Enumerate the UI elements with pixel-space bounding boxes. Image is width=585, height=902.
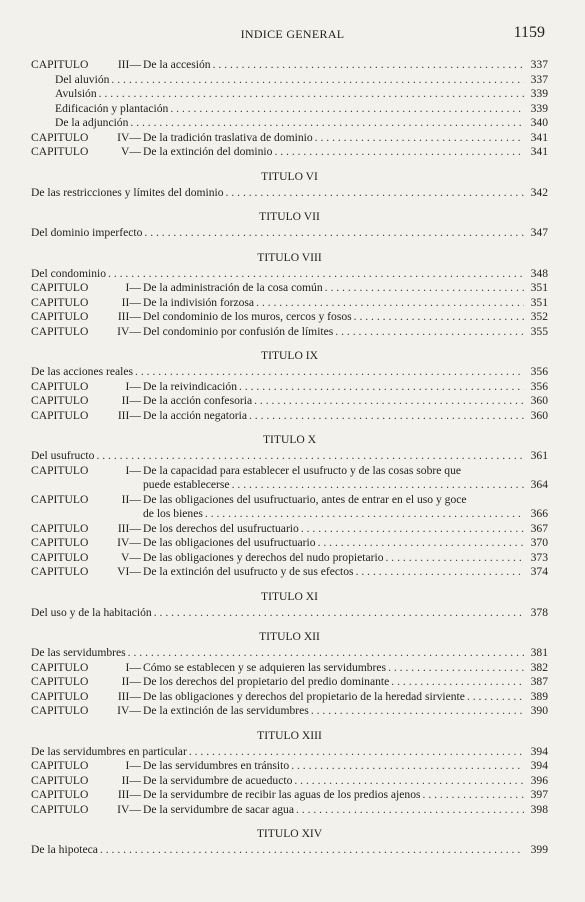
chapter-label: CAPITULO (31, 394, 89, 407)
dot-leader (111, 73, 524, 88)
entry-page: 373 (530, 550, 548, 564)
dot-leader (423, 788, 524, 803)
entry-page: 360 (530, 394, 548, 407)
dot-leader (311, 704, 524, 719)
entry-page: 347 (530, 226, 548, 239)
chapter-numeral: III— (117, 521, 141, 535)
chapter-numeral: III— (117, 689, 141, 703)
entry-title: De los derechos del propietario del predio dominante (143, 675, 390, 688)
dot-leader (249, 409, 524, 424)
entry-title: De la extinción de las servidumbres (143, 704, 309, 717)
entry-page: 348 (530, 266, 548, 280)
entry-page: 374 (530, 565, 548, 578)
entry-title: De las obligaciones y derechos del nudo propietario (143, 550, 384, 564)
toc-entry[interactable] (31, 58, 548, 73)
dot-leader (170, 102, 524, 117)
toc-entry[interactable] (31, 843, 548, 858)
toc-entry[interactable] (31, 73, 548, 88)
entry-title: De la tradición traslativa de dominio (143, 130, 313, 144)
toc-entry[interactable] (31, 87, 548, 102)
dot-leader (274, 145, 524, 160)
chapter-label: CAPITULO (31, 565, 89, 578)
chapter-numeral: IV— (117, 324, 141, 338)
dot-leader (135, 365, 524, 380)
running-header (0, 24, 585, 44)
entry-title: Del uso y de la habitación (31, 605, 152, 619)
dot-leader (294, 774, 524, 789)
dot-leader (354, 310, 524, 325)
chapter-numeral: II— (121, 675, 141, 688)
toc-entry[interactable] (31, 565, 548, 580)
entry-title: De las servidumbres (31, 646, 126, 659)
entry-title: De la acción confesoria (143, 394, 253, 407)
dot-leader (296, 803, 524, 818)
toc-entry[interactable] (31, 365, 548, 380)
toc-entry[interactable] (31, 803, 548, 818)
section-title: TITULO XIV (256, 827, 323, 840)
toc-entry[interactable] (31, 551, 548, 566)
chapter-label: CAPITULO (31, 550, 89, 564)
entry-title: De los derechos del usufructuario (143, 521, 299, 535)
entry-page: 397 (530, 788, 548, 801)
entry-title: De las obligaciones del usufructuario, antes de entrar en el uso y goce (143, 492, 467, 506)
dot-leader (391, 675, 524, 690)
chapter-label: CAPITULO (31, 145, 89, 158)
chapter-label: CAPITULO (31, 463, 89, 477)
chapter-numeral: IV— (117, 536, 141, 549)
chapter-label: CAPITULO (31, 689, 89, 703)
entry-title-continued: de los bienes (143, 507, 203, 520)
chapter-label: CAPITULO (31, 660, 89, 674)
chapter-numeral: IV— (117, 130, 141, 144)
chapter-numeral: V— (121, 550, 141, 564)
entry-page: 360 (530, 408, 548, 422)
dot-leader (213, 58, 524, 73)
entry-page: 356 (530, 365, 548, 378)
entry-page: 341 (530, 145, 548, 158)
dot-leader (130, 116, 524, 131)
section-title: TITULO VI (261, 169, 318, 183)
toc-entry[interactable] (31, 788, 548, 803)
chapter-label: CAPITULO (31, 675, 89, 688)
dot-leader (239, 380, 524, 395)
entry-page: 366 (530, 507, 548, 520)
entry-page: 399 (530, 843, 548, 856)
chapter-numeral: I— (125, 759, 141, 772)
dot-leader (335, 325, 524, 340)
toc-entry[interactable] (31, 493, 548, 508)
entry-title: De las obligaciones del usufructuario (143, 536, 316, 549)
chapter-label: CAPITULO (31, 379, 89, 393)
entry-page: 342 (530, 185, 548, 199)
entry-page: 364 (530, 478, 548, 491)
entry-title: De la servidumbre de acueducto (143, 773, 293, 787)
dot-leader (325, 281, 524, 296)
dot-leader (315, 131, 524, 146)
toc-entry[interactable] (31, 464, 548, 479)
chapter-label: CAPITULO (31, 521, 89, 535)
toc-entry[interactable] (31, 774, 548, 789)
chapter-numeral: III— (117, 58, 141, 71)
entry-page: 394 (530, 744, 548, 758)
toc-entry[interactable] (31, 296, 548, 311)
chapter-numeral: II— (121, 773, 141, 787)
chapter-label: CAPITULO (31, 802, 89, 816)
section-title: TITULO XII (259, 630, 320, 643)
page-number: 1159 (513, 24, 545, 41)
chapter-label: CAPITULO (31, 58, 89, 71)
dot-leader (99, 87, 524, 102)
chapter-numeral: III— (117, 788, 141, 801)
entry-page: 351 (530, 281, 548, 294)
chapter-label: CAPITULO (31, 324, 89, 338)
entry-title: De las obligaciones y derechos del propietario de la heredad sirviente (143, 689, 465, 703)
toc-entry[interactable] (31, 704, 548, 719)
chapter-numeral: V— (121, 145, 141, 158)
entry-title: De la extinción del usufructo y de sus efectos (143, 565, 354, 578)
chapter-numeral: II— (121, 295, 141, 309)
entry-page: 378 (530, 605, 548, 619)
entry-page: 398 (530, 802, 548, 816)
toc-entry[interactable] (31, 226, 548, 241)
toc-entry[interactable] (31, 449, 548, 464)
entry-title: De las restricciones y límites del dominio (31, 185, 224, 199)
toc-entry[interactable] (31, 380, 548, 395)
toc-entry[interactable] (31, 325, 548, 340)
toc-entry[interactable] (31, 536, 548, 551)
header-title: INDICE GENERAL (240, 27, 345, 41)
section-title: TITULO XIII (257, 728, 322, 742)
entry-title: De la servidumbre de sacar agua (143, 802, 294, 816)
toc-entry[interactable] (31, 745, 548, 760)
toc-entry[interactable] (31, 606, 548, 621)
entry-page: 390 (530, 704, 548, 717)
entry-page: 367 (530, 521, 548, 535)
toc-entry[interactable] (31, 394, 548, 409)
entry-title: De la administración de la cosa común (143, 281, 323, 294)
chapter-label: CAPITULO (31, 759, 89, 772)
entry-title: Del condominio de los muros, cercos y fosos (143, 310, 352, 323)
toc-entry[interactable] (31, 522, 548, 537)
toc-entry[interactable] (31, 646, 548, 661)
entry-page: 352 (530, 310, 548, 323)
entry-title: De la servidumbre de recibir las aguas de los predios ajenos (143, 788, 421, 801)
toc-entry[interactable] (31, 759, 548, 774)
chapter-numeral: II— (121, 492, 141, 506)
entry-title: De las acciones reales (31, 365, 134, 378)
entry-page: 355 (530, 324, 548, 338)
toc-entry-continuation[interactable] (31, 507, 548, 522)
chapter-numeral: III— (117, 408, 141, 422)
section-title: TITULO XI (261, 589, 318, 603)
entry-page: 370 (530, 536, 548, 549)
toc-entry[interactable] (31, 102, 548, 117)
toc-entry[interactable] (31, 145, 548, 160)
table-of-contents (31, 58, 548, 858)
chapter-label: CAPITULO (31, 536, 89, 549)
dot-leader (100, 843, 524, 858)
entry-page: 351 (530, 295, 548, 309)
dot-leader (128, 646, 524, 661)
chapter-numeral: IV— (117, 802, 141, 816)
entry-page: 339 (530, 87, 548, 100)
entry-page: 394 (530, 759, 548, 772)
entry-page: 337 (530, 72, 548, 86)
entry-title: De la accesión (143, 58, 211, 71)
chapter-numeral: I— (125, 379, 141, 393)
entry-page: 340 (530, 116, 548, 129)
section-title: TITULO VII (259, 210, 320, 223)
dot-leader (254, 394, 524, 409)
entry-title: De la adjunción (55, 116, 129, 129)
toc-entry[interactable] (31, 281, 548, 296)
entry-title: De la hipoteca (31, 843, 98, 856)
entry-page: 389 (530, 689, 548, 703)
chapter-numeral: I— (125, 660, 141, 674)
chapter-label: CAPITULO (31, 281, 89, 294)
chapter-label: CAPITULO (31, 295, 89, 309)
toc-entry[interactable] (31, 690, 548, 705)
toc-entry-continuation[interactable] (31, 478, 548, 493)
entry-title: Del dominio imperfecto (31, 226, 143, 239)
dot-leader (96, 449, 524, 464)
chapter-label: CAPITULO (31, 492, 89, 506)
chapter-label: CAPITULO (31, 408, 89, 422)
chapter-numeral: I— (125, 463, 141, 477)
dot-leader (108, 267, 524, 282)
chapter-numeral: III— (117, 310, 141, 323)
dot-leader (386, 551, 525, 566)
entry-title: De la acción negatoria (143, 408, 247, 422)
entry-title: De la extinción del dominio (143, 145, 273, 158)
chapter-label: CAPITULO (31, 773, 89, 787)
entry-page: 341 (530, 130, 548, 144)
entry-title: Del condominio (31, 266, 107, 280)
entry-title: Del condominio por confusión de límites (143, 324, 334, 338)
chapter-label: CAPITULO (31, 788, 89, 801)
entry-page: 387 (530, 675, 548, 688)
dot-leader (232, 478, 524, 493)
entry-page: 356 (530, 379, 548, 393)
entry-title-continued: puede establecerse (143, 478, 230, 491)
dot-leader (205, 507, 524, 522)
dot-leader (154, 606, 524, 621)
entry-page: 396 (530, 773, 548, 787)
toc-entry[interactable] (31, 661, 548, 676)
toc-entry[interactable] (31, 186, 548, 201)
entry-title: De la capacidad para establecer el usufructo y de las cosas sobre que (143, 463, 462, 477)
entry-title: De las servidumbres en tránsito (143, 759, 290, 772)
chapter-numeral: IV— (117, 704, 141, 717)
entry-title: De la indivisión forzosa (143, 295, 255, 309)
entry-title: Cómo se establecen y se adquieren las servidumbres (143, 660, 387, 674)
entry-title: Del usufructo (31, 449, 95, 462)
toc-entry[interactable] (31, 409, 548, 424)
entry-page: 381 (530, 646, 548, 659)
entry-title: Del aluvión (55, 72, 110, 86)
entry-title: Avulsión (55, 87, 97, 100)
chapter-numeral: II— (121, 394, 141, 407)
chapter-numeral: VI— (117, 565, 141, 578)
chapter-label: CAPITULO (31, 130, 89, 144)
entry-title: De las servidumbres en particular (31, 744, 187, 758)
dot-leader (388, 661, 524, 676)
section-title: TITULO X (262, 433, 317, 446)
dot-leader (318, 536, 524, 551)
dot-leader (467, 690, 524, 705)
toc-entry[interactable] (31, 675, 548, 690)
dot-leader (291, 759, 524, 774)
dot-leader (356, 565, 524, 580)
toc-entry[interactable] (31, 131, 548, 146)
section-title: TITULO IX (261, 349, 318, 362)
entry-title: Edificación y plantación (55, 101, 169, 115)
entry-page: 361 (530, 449, 548, 462)
section-title: TITULO VIII (257, 250, 322, 264)
dot-leader (256, 296, 524, 311)
entry-page: 337 (530, 58, 548, 71)
chapter-label: CAPITULO (31, 704, 89, 717)
chapter-numeral: I— (125, 281, 141, 294)
entry-page: 382 (530, 660, 548, 674)
toc-entry[interactable] (31, 116, 548, 131)
dot-leader (301, 522, 524, 537)
toc-entry[interactable] (31, 310, 548, 325)
dot-leader (144, 226, 524, 241)
dot-leader (226, 186, 524, 201)
dot-leader (189, 745, 524, 760)
entry-page: 339 (530, 101, 548, 115)
entry-title: De la reivindicación (143, 379, 237, 393)
chapter-label: CAPITULO (31, 310, 89, 323)
toc-entry[interactable] (31, 267, 548, 282)
